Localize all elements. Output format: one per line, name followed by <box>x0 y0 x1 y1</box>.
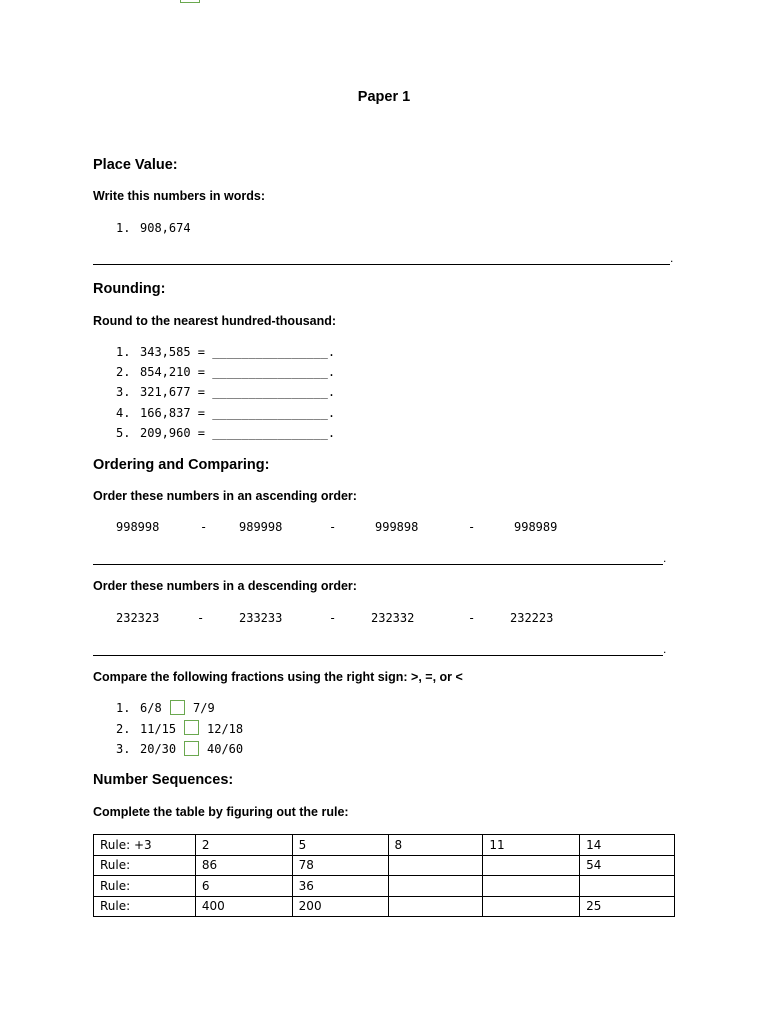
table-cell: 5 <box>292 835 388 856</box>
separator: - <box>329 520 337 534</box>
descending-number: 232323 <box>116 611 160 625</box>
sequences-instruction: Complete the table by figuring out the rule: <box>93 805 349 819</box>
sequence-table <box>93 834 675 917</box>
place-value-line-end: . <box>670 251 674 265</box>
place-value-item-number: 1. <box>116 221 131 235</box>
descending-number: 232332 <box>371 611 415 625</box>
sequences-heading: Number Sequences: <box>93 772 234 788</box>
ascending-number: 998989 <box>514 520 558 534</box>
table-row <box>94 835 675 856</box>
table-cell: 25 <box>580 896 675 917</box>
table-cell-blank[interactable] <box>483 896 580 917</box>
rounding-item-number: 2. <box>116 365 131 379</box>
table-cell: 78 <box>292 855 388 876</box>
fraction-right: 7/9 <box>193 701 215 715</box>
table-cell: 6 <box>195 876 292 897</box>
rounding-item: 166,837 = ________________. <box>140 406 336 420</box>
rounding-item-number: 1. <box>116 345 131 359</box>
separator: - <box>468 520 476 534</box>
separator: - <box>200 520 208 534</box>
table-cell: 200 <box>292 896 388 917</box>
rounding-instruction: Round to the nearest hundred-thousand: <box>93 314 337 328</box>
table-cell-blank[interactable] <box>580 876 675 897</box>
table-cell: 2 <box>195 835 292 856</box>
table-row <box>94 896 675 917</box>
table-cell: 54 <box>580 855 675 876</box>
comparison-sign-box[interactable] <box>184 720 199 735</box>
table-cell-rule[interactable]: Rule: <box>94 896 196 917</box>
place-value-heading: Place Value: <box>93 157 178 173</box>
fraction-right: 12/18 <box>207 722 244 736</box>
table-cell: 86 <box>195 855 292 876</box>
ascending-number: 989998 <box>239 520 283 534</box>
fraction-left: 20/30 <box>140 742 177 756</box>
fraction-item-number: 2. <box>116 722 131 736</box>
table-cell: 400 <box>195 896 292 917</box>
descending-line-end: . <box>663 642 667 656</box>
ascending-instruction: Order these numbers in an ascending order: <box>93 489 357 503</box>
ascending-number: 998998 <box>116 520 160 534</box>
table-cell-rule[interactable]: Rule: +3 <box>94 835 196 856</box>
separator: - <box>329 611 337 625</box>
fraction-item-number: 3. <box>116 742 131 756</box>
rounding-item-number: 4. <box>116 406 131 420</box>
place-value-item-value: 908,674 <box>140 221 191 235</box>
place-value-answer-line[interactable] <box>93 264 670 265</box>
fraction-left: 6/8 <box>140 701 162 715</box>
rounding-item: 321,677 = ________________. <box>140 385 336 399</box>
comparison-sign-box[interactable] <box>170 700 185 715</box>
header-checkbox-mark <box>180 0 200 3</box>
rounding-item: 209,960 = ________________. <box>140 426 336 440</box>
table-cell: 36 <box>292 876 388 897</box>
table-cell: 8 <box>388 835 483 856</box>
rounding-item-number: 5. <box>116 426 131 440</box>
rounding-item: 343,585 = ________________. <box>140 345 336 359</box>
ascending-answer-line[interactable] <box>93 564 663 565</box>
ascending-number: 999898 <box>375 520 419 534</box>
ordering-heading: Ordering and Comparing: <box>93 457 270 473</box>
comparison-sign-box[interactable] <box>184 741 199 756</box>
table-cell: 11 <box>483 835 580 856</box>
table-cell-blank[interactable] <box>483 876 580 897</box>
fraction-item-number: 1. <box>116 701 131 715</box>
descending-instruction: Order these numbers in a descending order: <box>93 579 357 593</box>
separator: - <box>197 611 205 625</box>
table-cell-rule[interactable]: Rule: <box>94 855 196 876</box>
table-cell-blank[interactable] <box>388 896 483 917</box>
descending-number: 233233 <box>239 611 283 625</box>
table-row <box>94 855 675 876</box>
table-cell-rule[interactable]: Rule: <box>94 876 196 897</box>
table-cell-blank[interactable] <box>388 855 483 876</box>
ascending-line-end: . <box>663 551 667 565</box>
fraction-left: 11/15 <box>140 722 177 736</box>
compare-instruction: Compare the following fractions using the right sign: >, =, or < <box>93 670 463 684</box>
descending-answer-line[interactable] <box>93 655 663 656</box>
table-cell-blank[interactable] <box>388 876 483 897</box>
place-value-instruction: Write this numbers in words: <box>93 189 266 203</box>
fraction-right: 40/60 <box>207 742 244 756</box>
table-cell-blank[interactable] <box>483 855 580 876</box>
separator: - <box>468 611 476 625</box>
page-title: Paper 1 <box>357 89 411 105</box>
rounding-heading: Rounding: <box>93 281 166 297</box>
rounding-item-number: 3. <box>116 385 131 399</box>
table-row <box>94 876 675 897</box>
descending-number: 232223 <box>510 611 554 625</box>
table-cell: 14 <box>580 835 675 856</box>
rounding-item: 854,210 = ________________. <box>140 365 336 379</box>
